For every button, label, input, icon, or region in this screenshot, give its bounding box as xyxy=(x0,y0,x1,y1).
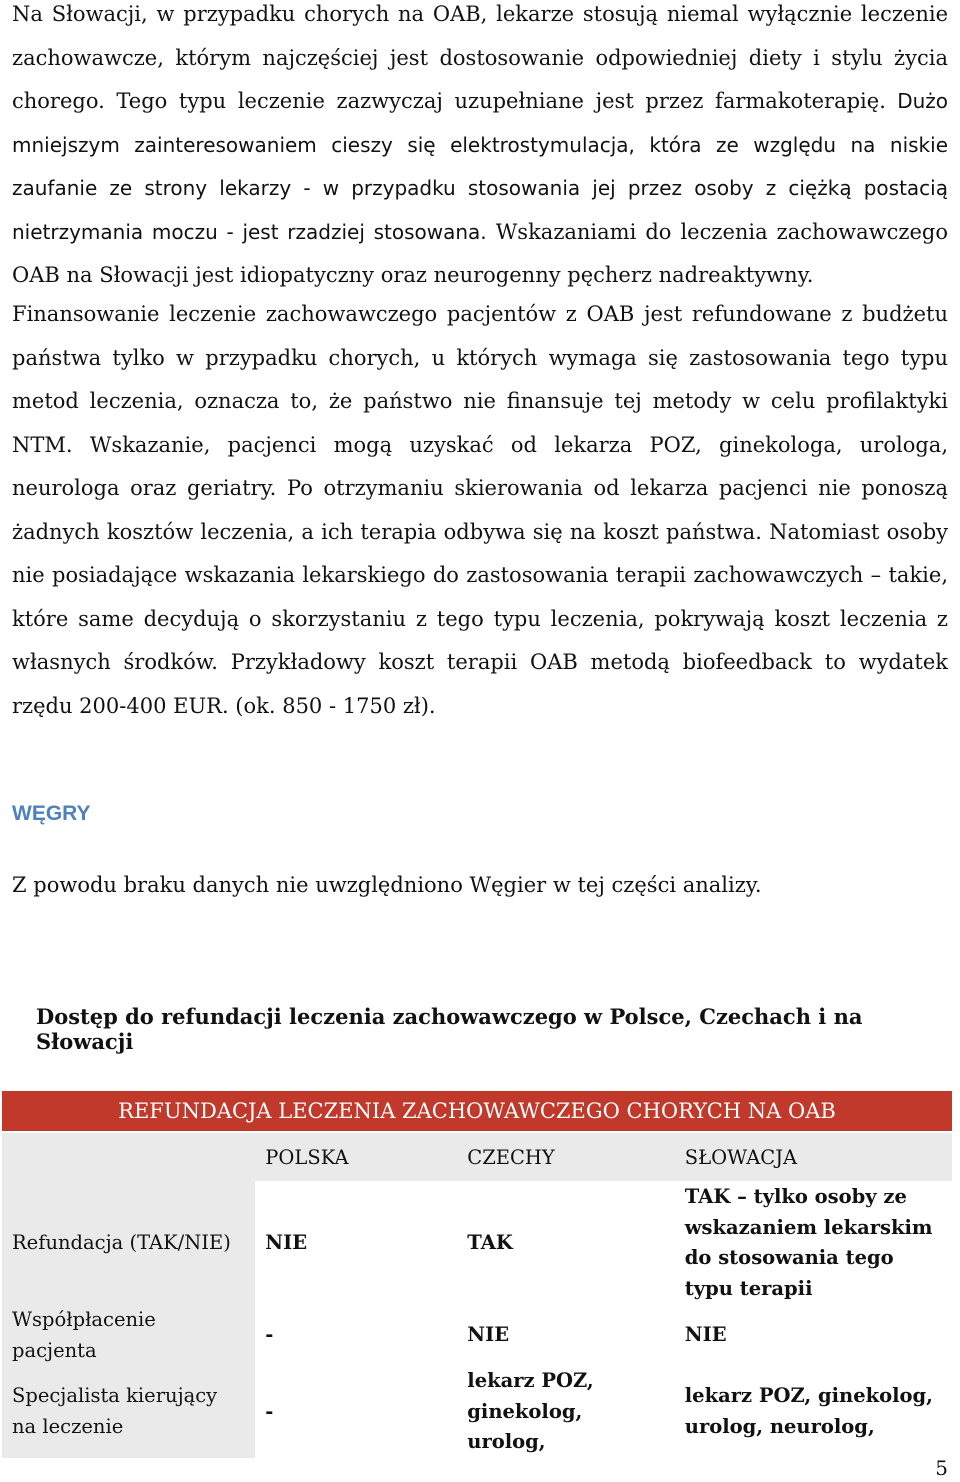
cell-polska: NIE xyxy=(255,1181,457,1305)
row-label-refundacja: Refundacja (TAK/NIE) xyxy=(2,1181,255,1305)
cell-slowacja: TAK – tylko osoby ze wskazaniem lekarskim do stosowania tego typu terapii xyxy=(675,1181,952,1305)
cell-czechy: NIE xyxy=(457,1305,674,1366)
cell-polska: - xyxy=(255,1366,457,1458)
paragraph-slovakia-treatment xyxy=(12,0,948,298)
header-cell-czechy: CZECHY xyxy=(457,1132,674,1181)
section-text-hungary: Z powodu braku danych nie uwzględniono Węgier w tej części analizy. xyxy=(12,873,762,897)
table-row xyxy=(2,1366,952,1458)
paragraph-part-2: Dużo mniejszym zainteresowaniem cieszy się elektrostymulacja, która ze względu na niskie zaufanie ze strony lekarzy - w przypadku stosowania jej przez osoby z ciężką postacią nietrzymania moczu - jest rzadziej stosowana. xyxy=(12,89,949,244)
table-title: Dostęp do refundacji leczenia zachowawczego w Polsce, Czechach i na Słowacji xyxy=(36,1004,863,1054)
table-row xyxy=(2,1305,952,1366)
header-cell-empty xyxy=(2,1132,255,1181)
page-number: 5 xyxy=(935,1456,948,1480)
cell-czechy: lekarz POZ, ginekolog, urolog, xyxy=(457,1366,674,1458)
table-header-row xyxy=(2,1132,952,1181)
paragraph-part-3: Wskazaniami do leczenia zachowawczego OAB na Słowacji jest idiopatyczny oraz neurogenny pęcherz nadreaktywny. xyxy=(12,219,948,287)
table-banner: REFUNDACJA LECZENIA ZACHOWAWCZEGO CHORYCH NA OAB xyxy=(2,1091,952,1132)
cell-czechy: TAK xyxy=(457,1181,674,1305)
header-cell-slowacja: SŁOWACJA xyxy=(675,1132,952,1181)
paragraph-part-1: Na Słowacji, w przypadku chorych na OAB, lekarze stosują niemal wyłącznie leczenie zachowawcze, którym najczęściej jest dostosowanie odpowiedniej diety i stylu życia chorego. Tego typu leczenie zazwyczaj uzupełniane jest przez farmakoterapię. xyxy=(12,2,948,113)
table-row xyxy=(2,1181,952,1305)
cell-polska: - xyxy=(255,1305,457,1366)
section-heading-hungary: WĘGRY xyxy=(12,802,91,825)
cell-slowacja: lekarz POZ, ginekolog, urolog, neurolog, xyxy=(675,1366,952,1458)
row-label-specjalista: Specjalista kierujący na leczenie xyxy=(2,1366,255,1458)
header-cell-polska: POLSKA xyxy=(255,1132,457,1181)
cell-slowacja: NIE xyxy=(675,1305,952,1366)
row-label-wspolplacenie: Współpłacenie pacjenta xyxy=(2,1305,255,1366)
refund-table xyxy=(2,1091,952,1458)
table-banner-row xyxy=(2,1091,952,1132)
paragraph-financing: Finansowanie leczenie zachowawczego pacjentów z OAB jest refundowane z budżetu państwa tylko w przypadku chorych, u których wymaga się zastosowania tego typu metod leczenia, oznacza to, że państwo nie finansuje tej metody w celu profilaktyki NTM. Wskazanie, pacjenci mogą uzyskać od lekarza POZ, ginekologa, urologa, neurologa oraz geriatry. Po otrzymaniu skierowania od lekarza pacjenci nie ponoszą żadnych kosztów leczenia, a ich terapia odbywa się na koszt państwa. Natomiast osoby nie posiadające wskazania lekarskiego do zastosowania terapii zachowawczych – takie, które same decydują o skorzystaniu z tego typu leczenia, pokrywają koszt leczenia z własnych środków. Przykładowy koszt terapii OAB metodą biofeedback to wydatek rzędu 200-400 EUR. (ok. 850 - 1750 zł). xyxy=(12,302,948,718)
